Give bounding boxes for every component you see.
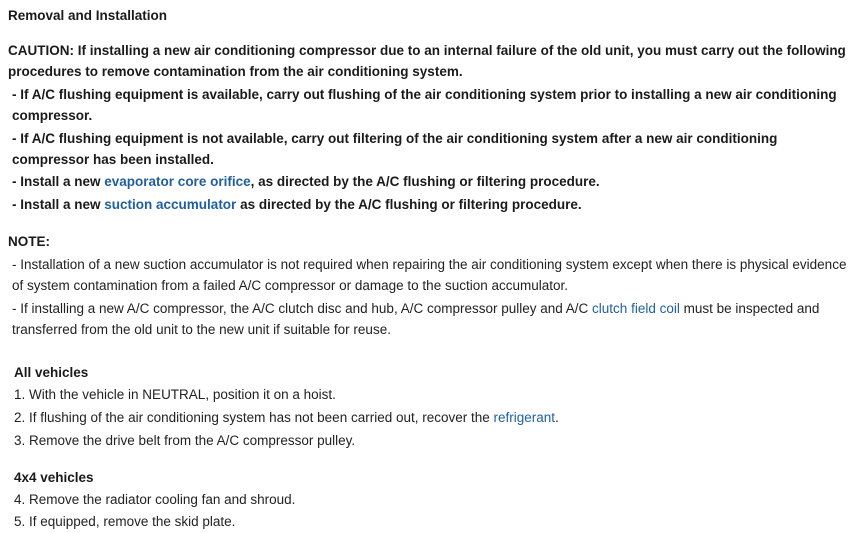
caution-item-3-text: - Install a new: [12, 174, 105, 190]
caution-item-3-suffix: , as directed by the A/C flushing or filtering procedure.: [250, 174, 600, 190]
caution-label: CAUTION:: [8, 42, 74, 58]
caution-item-1: [8, 85, 853, 127]
page-title: Removal and Installation: [8, 8, 168, 23]
step-5: [8, 512, 853, 533]
step-2-text: 2. If flushing of the air conditioning system has not been carried out, recover the: [14, 409, 494, 425]
note-item-2-suffix: must be inspected and transferred from the old unit to the new unit if suitable for reuse.: [12, 301, 820, 337]
spacer-between-sections: [8, 454, 853, 468]
step-2-suffix: .: [555, 409, 559, 425]
note-label: NOTE:: [8, 234, 50, 250]
caution-item-2-text: - If A/C flushing equipment is not available, carry out filtering of the air conditioning system after a new air conditioning compressor has been installed.: [12, 130, 778, 167]
note-item-2-text: - If installing a new A/C compressor, the A/C clutch disc and hub, A/C compressor pulley and A/C: [12, 301, 593, 317]
caution-item-2: [8, 129, 853, 171]
caution-item-1-text: - If A/C flushing equipment is available, carry out flushing of the air conditioning system prior to installing a new air conditioning compressor.: [12, 86, 837, 123]
caution-item-4-suffix: as directed by the A/C flushing or filtering procedure.: [236, 197, 582, 213]
caution-block: [8, 41, 853, 216]
refrigerant-link[interactable]: refrigerant: [493, 409, 556, 425]
note-item-1: [8, 255, 853, 297]
step-4-text: 4. Remove the radiator cooling fan and shroud.: [14, 491, 296, 507]
section-all-vehicles: [8, 363, 853, 452]
suction-accumulator-link[interactable]: suction accumulator: [104, 197, 237, 213]
clutch-field-coil-link[interactable]: clutch field coil: [592, 301, 680, 317]
note-block: [8, 232, 853, 341]
step-2: [8, 408, 853, 429]
step-3-text: 3. Remove the drive belt from the A/C compressor pulley.: [14, 432, 356, 448]
step-1: [8, 385, 853, 406]
caution-item-4-text: - Install a new: [12, 197, 105, 213]
caution-item-4: [8, 195, 853, 216]
caution-item-3: [8, 172, 853, 193]
section-all-vehicles-heading: All vehicles: [14, 364, 89, 380]
spacer-after-caution: [8, 218, 853, 232]
step-1-text: 1. With the vehicle in NEUTRAL, position it on a hoist.: [14, 386, 336, 402]
step-5-text: 5. If equipped, remove the skid plate.: [14, 514, 236, 530]
note-item-2: [8, 299, 853, 341]
step-4: [8, 490, 853, 511]
caution-text: If installing a new air conditioning compressor due to an internal failure of the old unit, you must carry out the following procedures to remove contamination from the air conditioning system.: [8, 42, 846, 79]
section-4x4-vehicles-heading: 4x4 vehicles: [14, 469, 94, 485]
section-4x4-vehicles: [8, 468, 853, 533]
evaporator-core-orifice-link[interactable]: evaporator core orifice: [104, 174, 251, 190]
step-3: [8, 431, 853, 452]
caution-paragraph: [8, 41, 853, 83]
note-item-1-text: - Installation of a new suction accumulator is not required when repairing the air conditioning system except when there is physical evidence of system contamination from a failed A/C compressor or damage to the suction accumulator.: [12, 257, 847, 294]
spacer-after-note: [8, 343, 853, 363]
